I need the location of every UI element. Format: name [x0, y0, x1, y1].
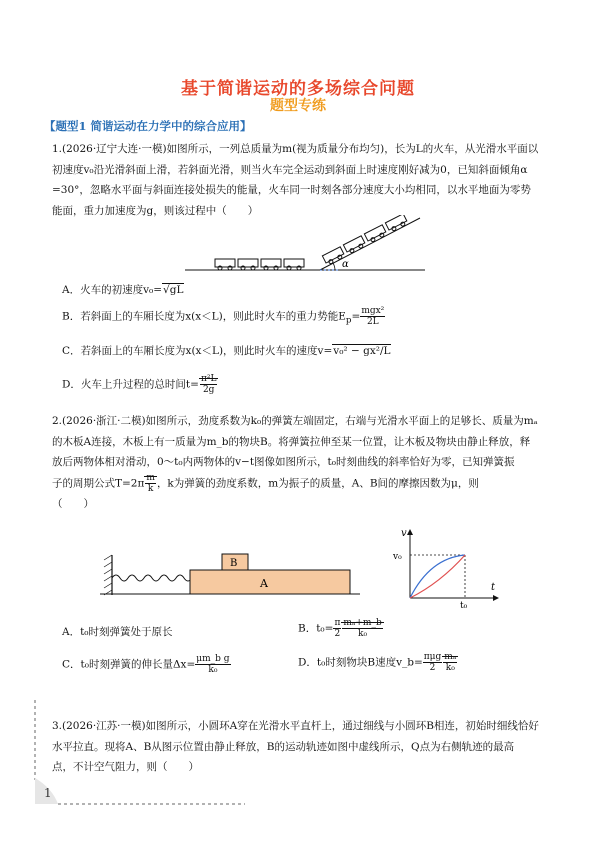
q1-option-d-frac — [200, 374, 218, 395]
q3-line1: 如图所示，小圆环A穿在光滑水平直杆上，通过细线与小圆环B相连，初始时细线恰好 — [145, 720, 539, 732]
q2-option-c-text: C．t₀时刻弹簧的伸长量Δx= — [62, 658, 196, 671]
q2-source: (2026·浙江·二模) — [62, 415, 146, 427]
q1-line4: 能面，重力加速度为g，则该过程中（ ） — [52, 204, 259, 217]
q2-option-c-num: μm_b g — [196, 654, 230, 664]
q3-source: (2026·江苏·一模) — [62, 720, 146, 732]
q2-option-b-frac — [342, 618, 382, 639]
q1-line1: 如图所示，一列总质量为m(视为质量分布均匀)，长为L的火车，从光滑水平面以 — [166, 143, 539, 155]
q1-source: (2026·辽宁大连·一模) — [62, 143, 167, 155]
q2-option-a: A．t₀时刻弹簧处于原长 — [62, 626, 173, 638]
q1-option-c-expr: v₀² − gx²/L — [333, 345, 391, 357]
q2-option-b-den: k₀ — [358, 629, 368, 639]
q1-option-a-text: A．火车的初速度v₀= — [62, 284, 163, 296]
q2-option-d-num: mₐ — [444, 652, 457, 662]
q2-option-c-den: k₀ — [208, 665, 218, 675]
graph-v0-label: v₀ — [393, 552, 402, 562]
q2-option-d — [298, 652, 458, 673]
q2-option-b-text: B．t₀= — [298, 622, 334, 635]
q1-option-b-sub: p — [345, 315, 352, 326]
q3-line2: 水平拉直。现将A、B从图示位置由静止释放，B的运动轨迹如图中虚线所示，Q点为右侧轨迹的最高 — [52, 740, 515, 753]
train-incline-figure — [180, 215, 430, 275]
q3-number: 3. — [52, 720, 63, 732]
q1-option-b: B．若斜面上的车厢长度为x(x＜L)，则此时火车的重力势能$E_p=$ $\frac{\text{mgx²}}{2L}$ — [62, 306, 385, 327]
question-1 — [52, 139, 552, 221]
q2-line5: （ ） — [52, 497, 94, 510]
question-2 — [52, 411, 552, 514]
q1-option-d-text: D．火车上升过程的总时间t= — [62, 378, 199, 391]
q2-line4a: 子的周期公式T=2π — [52, 477, 145, 489]
q2-option-c-frac — [195, 654, 230, 675]
q2-line2: 的木板A连接，木板上有一质量为m_b的物块B。将弹簧拉伸至某一位置，让木板及物块由静止释放，释 — [52, 435, 531, 448]
spring-block-figure — [100, 550, 360, 600]
q2-line4b: ，k为弹簧的劲度系数，m为振子的质量，A、B间的摩擦因数为μ，则 — [156, 477, 479, 489]
page-number: 1 — [44, 786, 52, 800]
q2-option-d-frac — [443, 652, 457, 673]
q2-number: 2. — [52, 415, 63, 427]
q2-option-b-pre-den: 2 — [334, 629, 341, 639]
q1-option-c — [62, 343, 391, 358]
q2-option-b-num: mₐ+m_b — [343, 618, 382, 628]
curve-b — [410, 555, 465, 598]
graph-t0-label: t₀ — [460, 601, 468, 608]
q1-line3: =30°，忽略水平面与斜面连接处损失的能量，火车同一时刻各部分速度大小均相同，以水平地面为零势 — [52, 184, 531, 196]
q2-option-d-text: D．t₀时刻物块B速度v_b= — [298, 656, 423, 669]
q1-option-c-text: C．若斜面上的车厢长度为x(x＜L)，则此时火车的速度v= — [62, 345, 333, 357]
page-corner-decoration — [30, 700, 250, 810]
q1-number: 1. — [52, 143, 63, 155]
graph-v-label: v — [401, 528, 407, 539]
block-b-label: B — [230, 558, 238, 569]
q1-option-b-text: B．若斜面上的车厢长度为x(x＜L)，则此时火车的重力势能E — [62, 310, 346, 323]
curve-a — [410, 555, 465, 598]
q2-line3: 放后两物体相对滑动，0～t₀内两物体的v−t图像如图所示，t₀时刻曲线的斜率恰好为零，已知弹簧振 — [52, 456, 515, 468]
q2-line1: 如图所示，劲度系数为k₀的弹簧左端固定，右端与光滑水平面上的足够长、质量为mₐ — [145, 415, 538, 427]
q2-option-b-pre-num: π — [334, 618, 341, 628]
q1-option-d-den: 2g — [202, 385, 215, 395]
graph-t-label: t — [491, 582, 496, 593]
q1-option-d — [62, 374, 218, 395]
block-a-label: A — [260, 577, 268, 590]
angle-label: α — [342, 259, 349, 270]
q2-option-d-den: k₀ — [445, 663, 455, 673]
q2-period-frac — [145, 473, 156, 494]
page-title: 基于简谐运动的多场综合问题 — [181, 79, 415, 99]
q2-option-d-pre-den: 2 — [429, 663, 436, 673]
q1-option-a-expr: √gL — [163, 284, 184, 296]
q2-period-num: m — [146, 472, 155, 483]
q1-option-b-frac — [360, 306, 385, 327]
section-heading: 【题型1 简谐运动在力学中的综合应用】 — [44, 119, 252, 133]
q2-option-d-prefrac — [423, 652, 443, 673]
vt-graph — [385, 528, 505, 608]
q2-option-b — [298, 618, 384, 639]
q2-option-d-pre-num: πμg — [423, 652, 442, 662]
q3-line3: 点，不计空气阻力，则（ ） — [52, 761, 199, 773]
q1-option-a — [62, 282, 184, 297]
q1-line2: 初速度v₀沿光滑斜面上滑，若斜面光滑，则当火车完全运动到斜面上时速度刚好减为0，已知斜面倾角α — [52, 163, 528, 176]
q1-option-d-num: π²L — [200, 374, 217, 384]
q2-period-den: k — [147, 483, 154, 494]
page-subtitle: 题型专练 — [270, 98, 326, 114]
q1-option-b-den: 2L — [366, 317, 379, 327]
q1-option-b-num: mgx² — [361, 306, 385, 316]
q2-option-c — [62, 654, 231, 675]
